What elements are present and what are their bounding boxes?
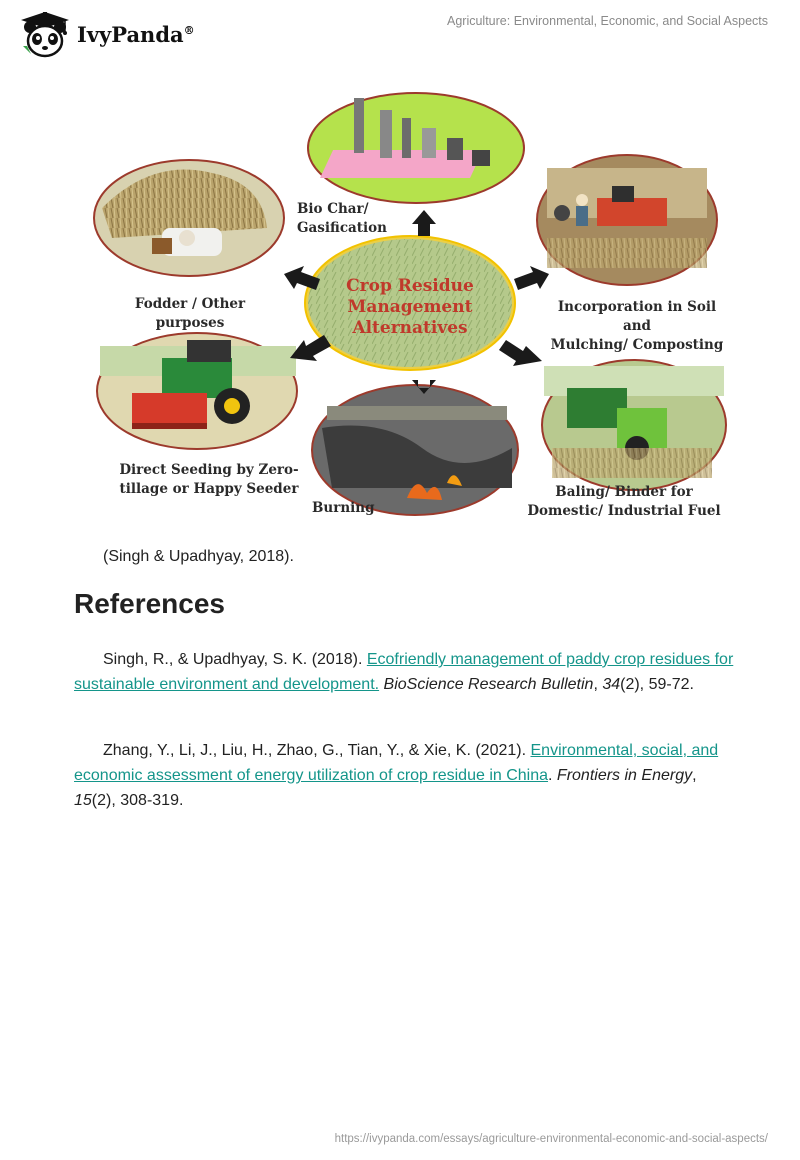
- ivypanda-logo[interactable]: [17, 10, 195, 58]
- reference-link[interactable]: Environmental, social, and economic assessment of energy utilization of crop residue in China: [74, 742, 719, 784]
- references-heading: References: [74, 588, 225, 619]
- arrow-right-up: [514, 266, 549, 290]
- reference-item: Singh, R., & Upadhyay, S. K. (2018). Ecofriendly management of paddy crop residues for sustainable environment and development. BioScience Research Bulletin, 34(2), 59-72.: [74, 651, 734, 693]
- reference-item: Zhang, Y., Li, J., Liu, H., Zhao, G., Tian, Y., & Xie, K. (2021). Environmental, social, and economic assessment of energy utilization of crop residue in China. Frontiers in Energy, 15(2), 308-319.: [74, 742, 719, 809]
- arrow-right-down: [499, 340, 542, 366]
- diagram-center-title: Crop Residue Management Alternatives: [346, 276, 474, 338]
- arrow-up: [412, 210, 436, 236]
- baling-bubble: [542, 360, 726, 490]
- page-header: [0, 0, 800, 70]
- figure-caption: (Singh & Upadhyay, 2018).: [103, 548, 294, 565]
- label-baling: Baling/ Binder for Domestic/ Industrial Fuel: [527, 484, 721, 519]
- label-direct-seeding: Direct Seeding by Zero- tillage or Happy Seeder: [119, 462, 299, 497]
- footer-url[interactable]: https://ivypanda.com/essays/agriculture-environmental-economic-and-social-aspects/: [334, 1133, 768, 1145]
- label-biochar: Bio Char/ Gasification: [297, 201, 387, 236]
- biochar-bubble: [308, 93, 524, 203]
- burning-bubble: [312, 385, 518, 515]
- label-incorporation: Incorporation in Soil and Mulching/ Composting: [550, 299, 724, 353]
- logo-text: IvyPanda®: [77, 21, 195, 47]
- crop-residue-diagram: [92, 88, 732, 528]
- fodder-bubble: [94, 160, 284, 276]
- direct-seeding-bubble: [97, 333, 297, 449]
- incorporation-bubble: [537, 155, 717, 285]
- reference-link[interactable]: Ecofriendly management of paddy crop residues for sustainable environment and development.: [74, 651, 734, 693]
- label-fodder: Fodder / Other purposes: [134, 296, 246, 331]
- label-burning: Burning: [312, 500, 375, 516]
- panda-graduate-icon: [17, 10, 73, 58]
- document-title: Agriculture: Environmental, Economic, and Social Aspects: [447, 14, 768, 28]
